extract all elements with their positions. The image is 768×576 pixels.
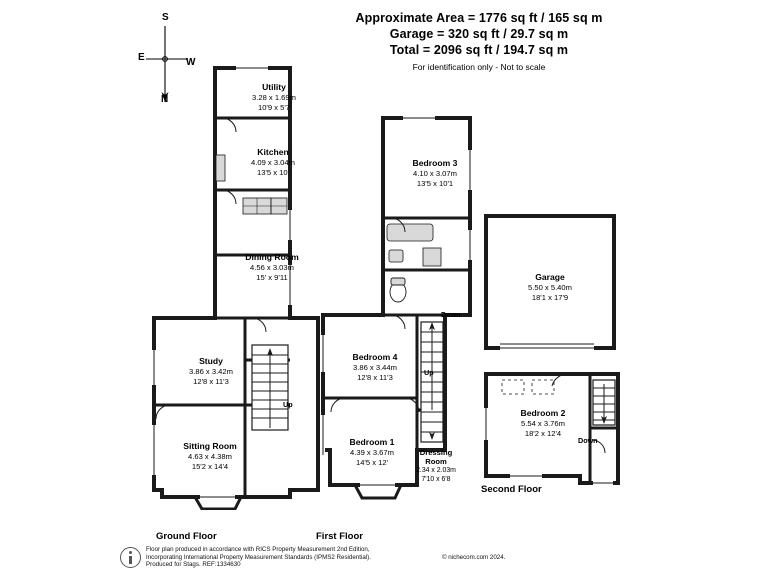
compass-label-bottom: N	[161, 94, 169, 105]
room-label-bedroom-1: Bedroom 1 4.39 x 3.67m 14'5 x 12'	[349, 437, 395, 467]
floor-title-first: First Floor	[316, 531, 363, 542]
room-label-dining-room: Dining Room 4.56 x 3.03m 15' x 9'11	[245, 252, 299, 282]
area-line-1: Approximate Area = 1776 sq ft / 165 sq m	[355, 11, 603, 25]
footer-line-1: Floor plan produced in accordance with RICS Property Measurement 2nd Edition,	[146, 546, 370, 553]
footer-line-2: Incorporating International Property Measurement Standards (IPMS2 Residential).	[146, 553, 371, 561]
room-label-kitchen: Kitchen 4.09 x 3.04m 13'5 x 10'	[251, 147, 295, 177]
footer-line-4: Produced for Stags. REF:1334630	[146, 561, 241, 569]
footer-line-3: © nichecom.com 2024.	[442, 553, 506, 561]
floor-title-second: Second Floor	[481, 484, 542, 495]
room-label-dressing-room: Dressing Room 2.34 x 2.03m 7'10 x 6'8	[416, 448, 456, 483]
room-label-sitting-room: Sitting Room 4.63 x 4.38m 15'2 x 14'4	[183, 441, 237, 471]
area-summary	[314, 10, 644, 73]
compass-label-top: S	[162, 12, 169, 23]
area-note: For identification only - Not to scale	[412, 62, 546, 72]
room-label-study: Study 3.86 x 3.42m 12'8 x 11'3	[189, 356, 233, 386]
room-label-garage: Garage 5.50 x 5.40m 18'1 x 17'9	[528, 272, 572, 302]
room-label-bedroom-2: Bedroom 2 5.54 x 3.76m 18'2 x 12'4	[520, 408, 566, 438]
room-label-bedroom-4: Bedroom 4 3.86 x 3.44m 12'8 x 11'3	[352, 352, 398, 382]
room-label-bedroom-3: Bedroom 3 4.10 x 3.07m 13'5 x 10'1	[412, 158, 458, 188]
area-line-2: Garage = 320 sq ft / 29.7 sq m	[389, 27, 569, 41]
stair-label-first-up: Up	[424, 368, 434, 377]
floor-title-ground: Ground Floor	[156, 531, 217, 542]
room-label-utility: Utility 3.28 x 1.69m 10'9 x 5'7	[252, 82, 296, 112]
compass-label-right: W	[186, 57, 196, 68]
info-icon	[120, 547, 141, 568]
stair-label-ground-up: Up	[283, 400, 293, 409]
area-line-3: Total = 2096 sq ft / 194.7 sq m	[389, 43, 569, 57]
stair-label-first-down: Down	[441, 310, 461, 319]
stair-label-second-down: Down	[578, 436, 598, 445]
compass-label-left: E	[138, 52, 145, 63]
